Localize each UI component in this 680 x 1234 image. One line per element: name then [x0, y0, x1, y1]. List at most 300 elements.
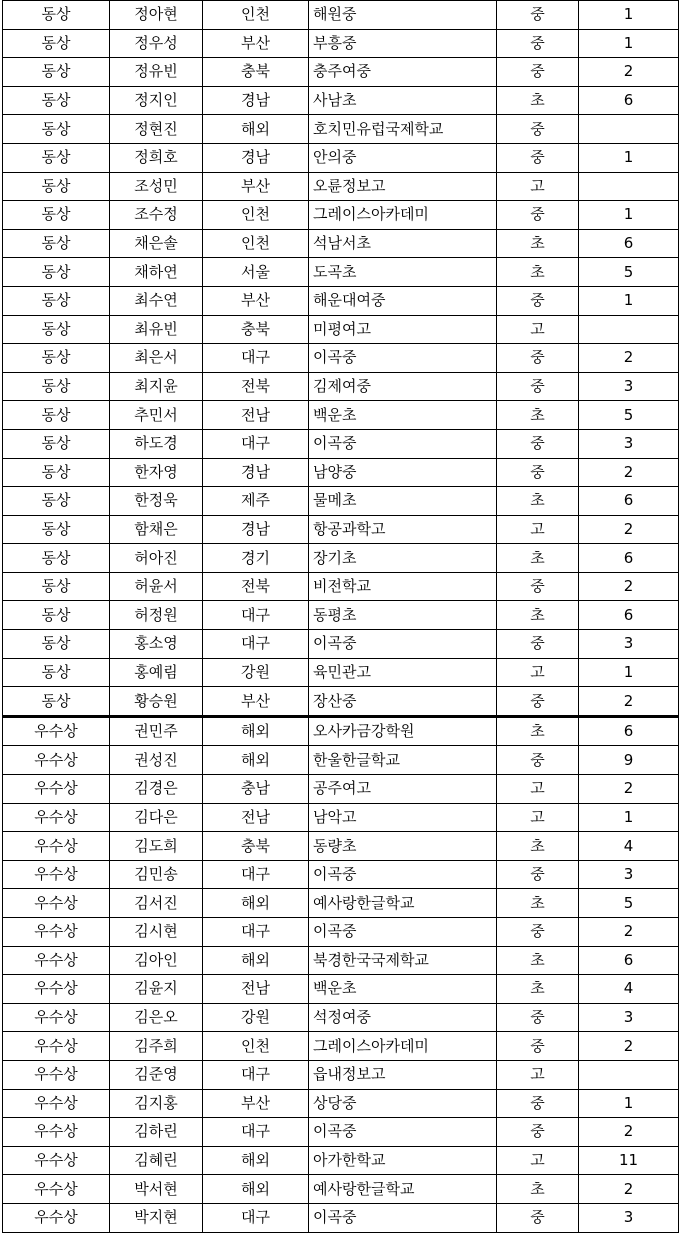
award-cell: 우수상: [3, 1089, 110, 1118]
level-cell: 중: [497, 918, 579, 947]
award-cell: 우수상: [3, 889, 110, 918]
table-row: [3, 658, 679, 687]
school-cell: 장기초: [309, 544, 497, 573]
grade-cell: 6: [579, 487, 679, 516]
region-cell: 해외: [203, 746, 309, 775]
region-cell: 전남: [203, 975, 309, 1004]
level-cell: 중: [497, 58, 579, 87]
level-cell: 초: [497, 716, 579, 746]
school-cell: 그레이스아카데미: [309, 201, 497, 230]
award-cell: 우수상: [3, 1118, 110, 1147]
name-cell: 정아현: [110, 1, 203, 30]
school-cell: 해원중: [309, 1, 497, 30]
award-cell: 우수상: [3, 716, 110, 746]
name-cell: 최은서: [110, 344, 203, 373]
grade-cell: 1: [579, 803, 679, 832]
school-cell: 부흥중: [309, 29, 497, 58]
level-cell: 고: [497, 803, 579, 832]
award-cell: 동상: [3, 258, 110, 287]
name-cell: 조성민: [110, 172, 203, 201]
region-cell: 해외: [203, 889, 309, 918]
name-cell: 최지윤: [110, 372, 203, 401]
level-cell: 초: [497, 1175, 579, 1204]
table-row: [3, 1003, 679, 1032]
table-row: [3, 229, 679, 258]
school-cell: 백운초: [309, 401, 497, 430]
level-cell: 초: [497, 889, 579, 918]
level-cell: 중: [497, 746, 579, 775]
name-cell: 정우성: [110, 29, 203, 58]
table-row: [3, 1118, 679, 1147]
grade-cell: 2: [579, 458, 679, 487]
award-cell: 동상: [3, 658, 110, 687]
region-cell: 해외: [203, 716, 309, 746]
region-cell: 서울: [203, 258, 309, 287]
region-cell: 경남: [203, 86, 309, 115]
grade-cell: 6: [579, 544, 679, 573]
table-row: [3, 803, 679, 832]
grade-cell: 2: [579, 1118, 679, 1147]
school-cell: 사남초: [309, 86, 497, 115]
name-cell: 추민서: [110, 401, 203, 430]
name-cell: 하도경: [110, 429, 203, 458]
award-cell: 동상: [3, 515, 110, 544]
table-row: [3, 889, 679, 918]
school-cell: 도곡초: [309, 258, 497, 287]
grade-cell: 3: [579, 630, 679, 659]
name-cell: 정희호: [110, 143, 203, 172]
award-cell: 우수상: [3, 918, 110, 947]
region-cell: 해외: [203, 1146, 309, 1175]
award-cell: 우수상: [3, 1146, 110, 1175]
level-cell: 중: [497, 286, 579, 315]
name-cell: 김아인: [110, 946, 203, 975]
grade-cell: 2: [579, 918, 679, 947]
name-cell: 김지홍: [110, 1089, 203, 1118]
region-cell: 대구: [203, 601, 309, 630]
school-cell: 읍내정보고: [309, 1060, 497, 1089]
school-cell: 동량초: [309, 832, 497, 861]
level-cell: 고: [497, 315, 579, 344]
table-row: [3, 775, 679, 804]
table-row: [3, 601, 679, 630]
name-cell: 김혜린: [110, 1146, 203, 1175]
table-row: [3, 544, 679, 573]
table-row: [3, 315, 679, 344]
table-row: [3, 143, 679, 172]
table-row: [3, 1146, 679, 1175]
table-row: [3, 716, 679, 746]
name-cell: 황승원: [110, 687, 203, 717]
grade-cell: 2: [579, 344, 679, 373]
level-cell: 초: [497, 229, 579, 258]
region-cell: 인천: [203, 201, 309, 230]
school-cell: 호치민유럽국제학교: [309, 115, 497, 144]
grade-cell: 9: [579, 746, 679, 775]
grade-cell: [579, 115, 679, 144]
level-cell: 중: [497, 1032, 579, 1061]
region-cell: 강원: [203, 658, 309, 687]
name-cell: 정지인: [110, 86, 203, 115]
table-row: [3, 832, 679, 861]
level-cell: 중: [497, 344, 579, 373]
table-row: [3, 172, 679, 201]
grade-cell: 2: [579, 1032, 679, 1061]
table-row: [3, 1060, 679, 1089]
level-cell: 초: [497, 487, 579, 516]
grade-cell: 2: [579, 1175, 679, 1204]
region-cell: 인천: [203, 1032, 309, 1061]
level-cell: 고: [497, 1146, 579, 1175]
name-cell: 허윤서: [110, 572, 203, 601]
table-row: [3, 746, 679, 775]
award-cell: 우수상: [3, 803, 110, 832]
table-row: [3, 860, 679, 889]
table-row: [3, 429, 679, 458]
grade-cell: 1: [579, 29, 679, 58]
award-cell: 동상: [3, 58, 110, 87]
school-cell: 물메초: [309, 487, 497, 516]
table-row: [3, 458, 679, 487]
region-cell: 제주: [203, 487, 309, 516]
table-row: [3, 515, 679, 544]
level-cell: 고: [497, 172, 579, 201]
name-cell: 김하린: [110, 1118, 203, 1147]
school-cell: 상당중: [309, 1089, 497, 1118]
level-cell: 중: [497, 630, 579, 659]
level-cell: 중: [497, 1003, 579, 1032]
table-row: [3, 1032, 679, 1061]
school-cell: 이곡중: [309, 860, 497, 889]
award-cell: 우수상: [3, 1032, 110, 1061]
region-cell: 해외: [203, 1175, 309, 1204]
grade-cell: 4: [579, 832, 679, 861]
grade-cell: 2: [579, 572, 679, 601]
level-cell: 중: [497, 1118, 579, 1147]
name-cell: 박지현: [110, 1203, 203, 1232]
grade-cell: 3: [579, 1203, 679, 1232]
school-cell: 이곡중: [309, 1118, 497, 1147]
region-cell: 인천: [203, 1, 309, 30]
region-cell: 충남: [203, 775, 309, 804]
school-cell: 아가한학교: [309, 1146, 497, 1175]
level-cell: 고: [497, 658, 579, 687]
grade-cell: 6: [579, 946, 679, 975]
school-cell: 남양중: [309, 458, 497, 487]
school-cell: 충주여중: [309, 58, 497, 87]
region-cell: 인천: [203, 229, 309, 258]
region-cell: 전북: [203, 372, 309, 401]
region-cell: 전북: [203, 572, 309, 601]
region-cell: 대구: [203, 1118, 309, 1147]
name-cell: 김경은: [110, 775, 203, 804]
name-cell: 김시현: [110, 918, 203, 947]
grade-cell: 6: [579, 716, 679, 746]
level-cell: 중: [497, 372, 579, 401]
award-cell: 동상: [3, 172, 110, 201]
school-cell: 북경한국국제학교: [309, 946, 497, 975]
level-cell: 중: [497, 687, 579, 717]
school-cell: 한울한글학교: [309, 746, 497, 775]
school-cell: 예사랑한글학교: [309, 1175, 497, 1204]
table-row: [3, 918, 679, 947]
table-row: [3, 1, 679, 30]
level-cell: 중: [497, 1089, 579, 1118]
region-cell: 경기: [203, 544, 309, 573]
name-cell: 한정욱: [110, 487, 203, 516]
school-cell: 항공과학고: [309, 515, 497, 544]
name-cell: 김윤지: [110, 975, 203, 1004]
region-cell: 경남: [203, 515, 309, 544]
award-cell: 동상: [3, 315, 110, 344]
grade-cell: 5: [579, 401, 679, 430]
school-cell: 백운초: [309, 975, 497, 1004]
award-cell: 우수상: [3, 1003, 110, 1032]
school-cell: 석남서초: [309, 229, 497, 258]
grade-cell: 1: [579, 1, 679, 30]
level-cell: 중: [497, 1203, 579, 1232]
award-cell: 동상: [3, 458, 110, 487]
level-cell: 중: [497, 115, 579, 144]
table-row: [3, 344, 679, 373]
table-row: [3, 401, 679, 430]
region-cell: 부산: [203, 1089, 309, 1118]
level-cell: 초: [497, 946, 579, 975]
grade-cell: 1: [579, 286, 679, 315]
region-cell: 충북: [203, 58, 309, 87]
region-cell: 해외: [203, 115, 309, 144]
award-cell: 동상: [3, 1, 110, 30]
award-cell: 동상: [3, 201, 110, 230]
region-cell: 부산: [203, 687, 309, 717]
table-row: [3, 1175, 679, 1204]
table-row: [3, 487, 679, 516]
level-cell: 중: [497, 143, 579, 172]
table-row: [3, 29, 679, 58]
name-cell: 조수정: [110, 201, 203, 230]
table-row: [3, 572, 679, 601]
region-cell: 충북: [203, 315, 309, 344]
school-cell: 예사랑한글학교: [309, 889, 497, 918]
table-row: [3, 687, 679, 717]
name-cell: 최수연: [110, 286, 203, 315]
school-cell: 김제여중: [309, 372, 497, 401]
school-cell: 해운대여중: [309, 286, 497, 315]
region-cell: 대구: [203, 429, 309, 458]
level-cell: 중: [497, 29, 579, 58]
region-cell: 부산: [203, 29, 309, 58]
name-cell: 최유빈: [110, 315, 203, 344]
grade-cell: [579, 315, 679, 344]
name-cell: 함채은: [110, 515, 203, 544]
school-cell: 비전학교: [309, 572, 497, 601]
grade-cell: 1: [579, 658, 679, 687]
table-row: [3, 1089, 679, 1118]
level-cell: 고: [497, 775, 579, 804]
level-cell: 중: [497, 1, 579, 30]
school-cell: 동평초: [309, 601, 497, 630]
grade-cell: 6: [579, 86, 679, 115]
award-cell: 우수상: [3, 746, 110, 775]
school-cell: 이곡중: [309, 1203, 497, 1232]
table-row: [3, 86, 679, 115]
table-row: [3, 286, 679, 315]
level-cell: 초: [497, 86, 579, 115]
region-cell: 대구: [203, 918, 309, 947]
grade-cell: 3: [579, 1003, 679, 1032]
school-cell: 이곡중: [309, 630, 497, 659]
award-cell: 동상: [3, 86, 110, 115]
award-cell: 우수상: [3, 832, 110, 861]
award-cell: 동상: [3, 143, 110, 172]
name-cell: 김은오: [110, 1003, 203, 1032]
name-cell: 김준영: [110, 1060, 203, 1089]
table-row: [3, 258, 679, 287]
school-cell: 이곡중: [309, 429, 497, 458]
name-cell: 한자영: [110, 458, 203, 487]
award-cell: 우수상: [3, 860, 110, 889]
region-cell: 경남: [203, 143, 309, 172]
school-cell: 미평여고: [309, 315, 497, 344]
award-cell: 동상: [3, 544, 110, 573]
table-row: [3, 115, 679, 144]
level-cell: 중: [497, 201, 579, 230]
grade-cell: 6: [579, 601, 679, 630]
name-cell: 권민주: [110, 716, 203, 746]
name-cell: 홍예림: [110, 658, 203, 687]
grade-cell: 2: [579, 687, 679, 717]
award-cell: 동상: [3, 344, 110, 373]
level-cell: 고: [497, 515, 579, 544]
region-cell: 대구: [203, 1203, 309, 1232]
school-cell: 이곡중: [309, 344, 497, 373]
school-cell: 공주여고: [309, 775, 497, 804]
name-cell: 김서진: [110, 889, 203, 918]
school-cell: 그레이스아카데미: [309, 1032, 497, 1061]
name-cell: 채하연: [110, 258, 203, 287]
level-cell: 초: [497, 832, 579, 861]
grade-cell: 5: [579, 258, 679, 287]
award-cell: 동상: [3, 687, 110, 717]
school-cell: 이곡중: [309, 918, 497, 947]
award-cell: 동상: [3, 115, 110, 144]
award-cell: 동상: [3, 487, 110, 516]
name-cell: 김민송: [110, 860, 203, 889]
school-cell: 석정여중: [309, 1003, 497, 1032]
region-cell: 전남: [203, 401, 309, 430]
region-cell: 해외: [203, 946, 309, 975]
level-cell: 초: [497, 401, 579, 430]
grade-cell: 6: [579, 229, 679, 258]
table-row: [3, 58, 679, 87]
region-cell: 전남: [203, 803, 309, 832]
school-cell: 오사카금강학원: [309, 716, 497, 746]
region-cell: 충북: [203, 832, 309, 861]
name-cell: 김다은: [110, 803, 203, 832]
level-cell: 고: [497, 1060, 579, 1089]
award-table: [2, 0, 679, 1233]
award-cell: 우수상: [3, 1175, 110, 1204]
grade-cell: 1: [579, 201, 679, 230]
grade-cell: 11: [579, 1146, 679, 1175]
grade-cell: 5: [579, 889, 679, 918]
level-cell: 중: [497, 860, 579, 889]
table-row: [3, 201, 679, 230]
award-cell: 동상: [3, 229, 110, 258]
name-cell: 김도희: [110, 832, 203, 861]
award-cell: 동상: [3, 372, 110, 401]
table-row: [3, 630, 679, 659]
award-cell: 동상: [3, 630, 110, 659]
award-cell: 우수상: [3, 946, 110, 975]
school-cell: 안의중: [309, 143, 497, 172]
level-cell: 중: [497, 458, 579, 487]
grade-cell: 2: [579, 58, 679, 87]
table-row: [3, 372, 679, 401]
name-cell: 허정원: [110, 601, 203, 630]
name-cell: 권성진: [110, 746, 203, 775]
school-cell: 남악고: [309, 803, 497, 832]
award-cell: 동상: [3, 29, 110, 58]
grade-cell: 4: [579, 975, 679, 1004]
name-cell: 허아진: [110, 544, 203, 573]
level-cell: 초: [497, 975, 579, 1004]
grade-cell: [579, 172, 679, 201]
table-row: [3, 975, 679, 1004]
award-cell: 우수상: [3, 775, 110, 804]
region-cell: 부산: [203, 172, 309, 201]
region-cell: 대구: [203, 630, 309, 659]
school-cell: 오륜정보고: [309, 172, 497, 201]
grade-cell: 1: [579, 143, 679, 172]
name-cell: 채은솔: [110, 229, 203, 258]
level-cell: 중: [497, 572, 579, 601]
grade-cell: [579, 1060, 679, 1089]
award-table-body: [3, 1, 679, 1233]
region-cell: 대구: [203, 1060, 309, 1089]
table-row: [3, 946, 679, 975]
region-cell: 부산: [203, 286, 309, 315]
grade-cell: 2: [579, 775, 679, 804]
region-cell: 대구: [203, 344, 309, 373]
name-cell: 홍소영: [110, 630, 203, 659]
award-cell: 동상: [3, 286, 110, 315]
level-cell: 중: [497, 429, 579, 458]
award-cell: 우수상: [3, 975, 110, 1004]
name-cell: 박서현: [110, 1175, 203, 1204]
school-cell: 육민관고: [309, 658, 497, 687]
award-cell: 동상: [3, 601, 110, 630]
table-row: [3, 1203, 679, 1232]
region-cell: 강원: [203, 1003, 309, 1032]
award-cell: 동상: [3, 401, 110, 430]
grade-cell: 1: [579, 1089, 679, 1118]
level-cell: 초: [497, 601, 579, 630]
grade-cell: 2: [579, 515, 679, 544]
name-cell: 정유빈: [110, 58, 203, 87]
region-cell: 대구: [203, 860, 309, 889]
award-cell: 동상: [3, 429, 110, 458]
grade-cell: 3: [579, 429, 679, 458]
school-cell: 장산중: [309, 687, 497, 717]
name-cell: 정현진: [110, 115, 203, 144]
level-cell: 초: [497, 258, 579, 287]
name-cell: 김주희: [110, 1032, 203, 1061]
grade-cell: 3: [579, 860, 679, 889]
award-cell: 우수상: [3, 1060, 110, 1089]
region-cell: 경남: [203, 458, 309, 487]
award-cell: 동상: [3, 572, 110, 601]
